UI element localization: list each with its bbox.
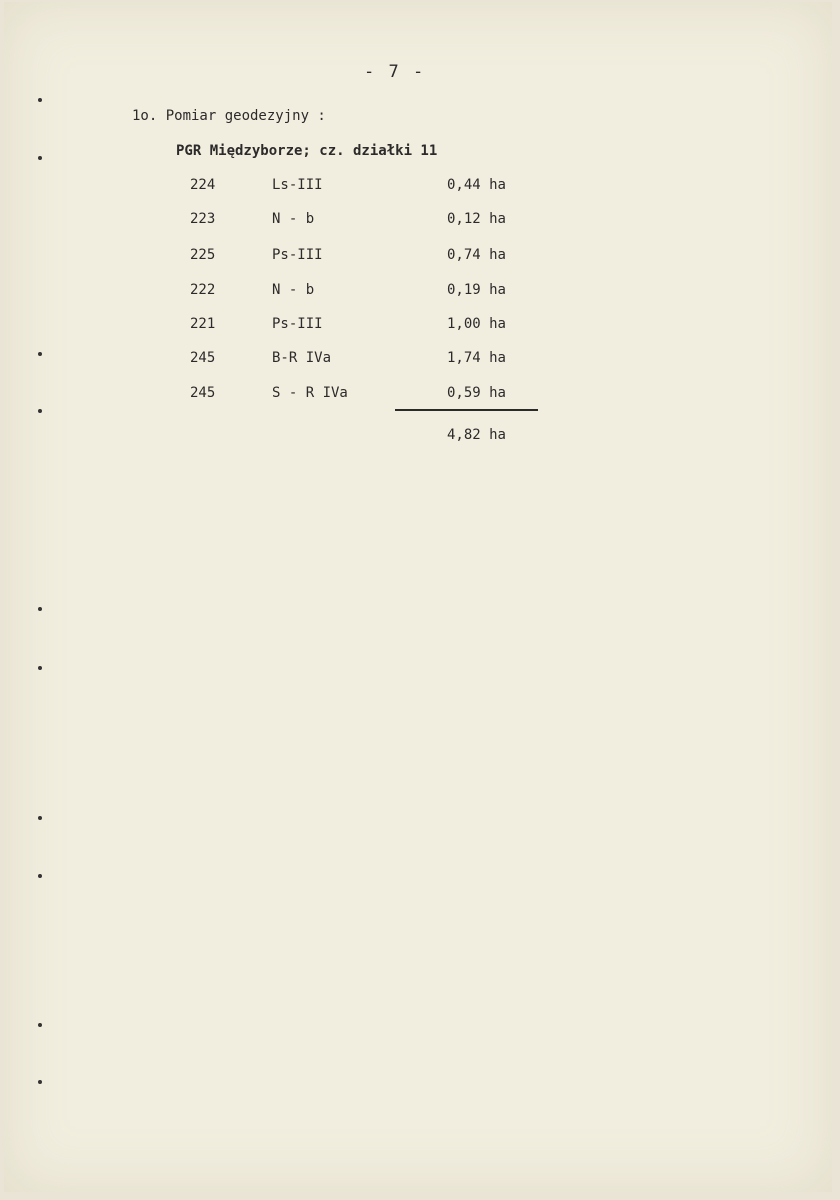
land-class: Ps-III (272, 316, 323, 332)
binder-hole-mark (38, 607, 42, 611)
document-page (4, 2, 832, 1192)
total-area: 4,82 ha (446, 427, 506, 443)
land-class: N - b (272, 282, 315, 298)
table-row (4, 350, 832, 370)
table-row (4, 316, 832, 336)
parcel-number: 245 (190, 350, 216, 366)
land-class: B-R IVa (272, 350, 332, 366)
parcel-area: 1,00 ha (446, 316, 506, 332)
parcel-area: 1,74 ha (446, 350, 506, 366)
parcel-number: 222 (190, 282, 216, 298)
binder-hole-mark (38, 409, 42, 413)
land-class: S - R IVa (272, 385, 348, 401)
binder-hole-mark (38, 874, 42, 878)
binder-hole-mark (38, 156, 42, 160)
parcel-number: 245 (190, 385, 216, 401)
land-class: Ps-III (272, 247, 323, 263)
parcel-number: 221 (190, 316, 216, 332)
binder-hole-mark (38, 1023, 42, 1027)
parcel-area: 0,44 ha (446, 177, 506, 193)
binder-hole-mark (38, 98, 42, 102)
table-row (4, 247, 832, 267)
parcel-subheading: PGR Międzyborze; cz. działki 11 (176, 143, 438, 159)
section-heading: 1o. Pomiar geodezyjny : (132, 108, 326, 124)
parcel-number: 225 (190, 247, 216, 263)
table-row (4, 211, 832, 231)
parcel-area: 0,12 ha (446, 211, 506, 227)
table-row (4, 177, 832, 197)
parcel-area: 0,59 ha (446, 385, 506, 401)
parcel-area: 0,74 ha (446, 247, 506, 263)
parcel-number: 224 (190, 177, 216, 193)
parcel-number: 223 (190, 211, 216, 227)
land-class: N - b (272, 211, 315, 227)
binder-hole-mark (38, 1080, 42, 1084)
table-row (4, 385, 832, 405)
parcel-area: 0,19 ha (446, 282, 506, 298)
sum-underline (395, 409, 538, 411)
binder-hole-mark (38, 816, 42, 820)
table-row (4, 282, 832, 302)
binder-hole-mark (38, 666, 42, 670)
land-class: Ls-III (272, 177, 323, 193)
page-number: - 7 - (364, 62, 426, 82)
